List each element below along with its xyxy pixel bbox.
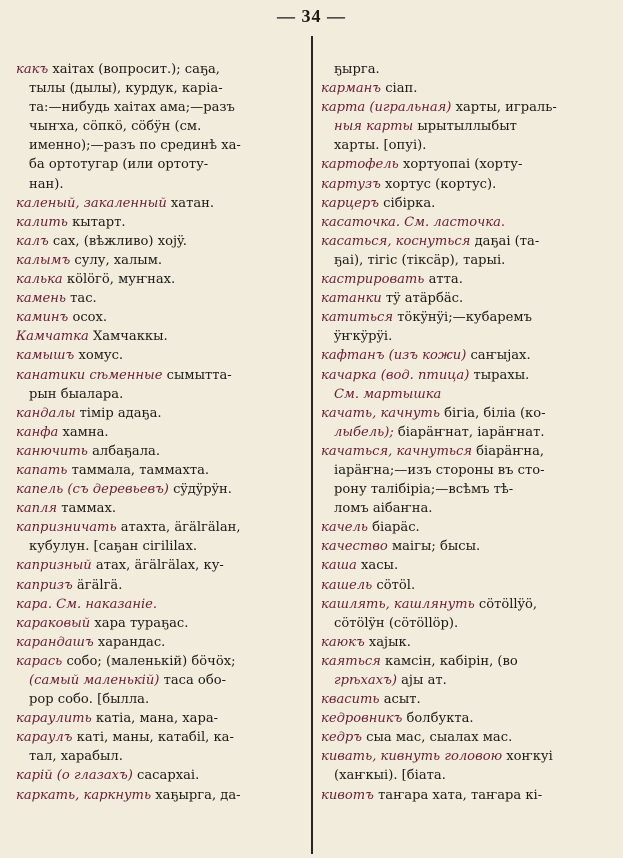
translation: катіа, мана, хара- [91, 711, 219, 727]
dictionary-line [16, 327, 308, 346]
translation: хоҥкуі [502, 749, 553, 765]
dictionary-line [321, 786, 615, 805]
translation: каті, маны, катабіl, ка- [72, 730, 234, 746]
dictionary-line [321, 308, 615, 327]
translation: собо; (маленькій) бöчöх; [62, 653, 236, 669]
dictionary-line [321, 442, 615, 461]
headword: кафтанъ (изъ кожи) [321, 348, 467, 364]
dictionary-line [321, 366, 615, 385]
headword: карта (игральная) [321, 100, 452, 116]
headword: калить [16, 214, 68, 230]
translation: іарäҥна;—изъ стороны въ сто- [334, 462, 545, 478]
headword: (самый маленькій) [29, 673, 160, 688]
headword: капризъ [16, 577, 73, 593]
dictionary-line [16, 366, 308, 385]
dictionary-line [16, 423, 308, 442]
translation: харты, играль- [451, 100, 557, 116]
dictionary-line [321, 614, 615, 633]
translation: камсін, кабірін, (во [380, 653, 518, 669]
headword: караулить [16, 711, 92, 727]
headword: кастрировать [321, 272, 425, 288]
dictionary-line [16, 251, 308, 270]
headword: катанки [321, 291, 382, 307]
headword: каяться [321, 653, 381, 669]
translation: чыҥха, сöпкö, сöбÿн (см. [29, 119, 202, 135]
translation: рону талібіріа;—всѣмъ тѣ- [334, 482, 514, 498]
translation: асыт. [379, 692, 421, 708]
headword: канючить [16, 443, 88, 459]
headword: лыбель); [334, 424, 394, 440]
translation: хортуопаі (хорту- [398, 157, 523, 173]
translation: сібірка. [379, 195, 436, 211]
headword: касаточка. См. ласточка. [321, 214, 506, 230]
translation: рор собо. [былла. [29, 692, 150, 708]
translation: тімір адаҕа. [75, 405, 162, 421]
dictionary-line [16, 671, 308, 690]
translation: кölöгö, муҥнах. [62, 272, 176, 288]
translation: аjы ат. [396, 673, 447, 688]
dictionary-line [321, 709, 615, 728]
translation: тал, харабыл. [29, 749, 123, 765]
translation: сöтöl. [372, 577, 416, 593]
translation: біарäҥнат, іарäҥнат. [393, 424, 545, 440]
translation: тöкÿнÿі;—кубаремъ [393, 310, 532, 326]
headword: карась [16, 653, 63, 669]
translation: даҕаі (та- [470, 233, 540, 249]
translation: тÿ атäрбäс. [381, 291, 464, 307]
dictionary-line [321, 537, 615, 556]
translation: таммах. [57, 501, 117, 517]
translation: ба ортотугар (или ортоту- [29, 157, 209, 173]
headword: караковый [16, 615, 91, 631]
dictionary-line [321, 270, 615, 289]
headword: кивотъ [321, 787, 374, 803]
translation: сымытта- [162, 367, 232, 383]
headword: квасить [321, 692, 380, 708]
headword: капризничать [16, 520, 117, 536]
dictionary-line [321, 327, 615, 346]
dictionary-line [16, 576, 308, 595]
headword: кедровникъ [321, 711, 403, 727]
dictionary-line [321, 576, 615, 595]
dictionary-line [321, 480, 615, 499]
dictionary-line [16, 79, 308, 98]
headword: качество [321, 539, 388, 555]
translation: сулу, халым. [70, 252, 163, 268]
translation: сасархаі. [132, 768, 200, 784]
dictionary-line [321, 671, 615, 690]
headword: калымъ [16, 252, 71, 268]
dictionary-line [321, 60, 615, 79]
translation: нан). [29, 176, 64, 192]
dictionary-line [321, 385, 615, 404]
headword: капать [16, 462, 68, 478]
translation: хатан. [166, 195, 215, 211]
translation: Хамчаккы. [88, 329, 168, 345]
headword: качель [321, 520, 368, 536]
translation: кытарт. [67, 214, 126, 230]
dictionary-line [321, 289, 615, 308]
dictionary-line [16, 537, 308, 556]
translation: тас. [65, 291, 97, 307]
headword: кашлять, кашлянуть [321, 596, 475, 612]
translation: бігіа, біліа (ко- [439, 405, 546, 421]
headword: канфа [16, 424, 59, 440]
dictionary-line [321, 499, 615, 518]
headword: капель (съ деревьевъ) [16, 482, 169, 498]
headword: картузъ [321, 176, 381, 192]
headword: кандалы [16, 405, 76, 421]
translation: сыа мас, сыалах мас. [361, 730, 513, 746]
dictionary-line [16, 98, 308, 117]
dictionary-line [321, 747, 615, 766]
translation: харты. [опуі). [334, 138, 427, 154]
translation: сöтöllÿö, [474, 596, 538, 612]
dictionary-line [321, 461, 615, 480]
translation: харандас. [93, 634, 166, 650]
translation: саҥыjах. [466, 348, 531, 364]
dictionary-line [16, 117, 308, 136]
dictionary-line [16, 175, 308, 194]
translation: хаjык. [364, 634, 411, 650]
translation: атта. [424, 272, 463, 288]
dictionary-line [16, 652, 308, 671]
headword: каюкъ [321, 634, 365, 650]
headword: карцеръ [321, 195, 380, 211]
dictionary-line [16, 442, 308, 461]
headword: камень [16, 291, 66, 307]
headword: кедръ [321, 730, 362, 746]
translation: тылы (дылы), курдук, каріа- [29, 81, 223, 97]
dictionary-line [321, 136, 615, 155]
dictionary-line [16, 709, 308, 728]
dictionary-line [321, 194, 615, 213]
dictionary-line [321, 652, 615, 671]
translation: сах, (вѣжливо) хоjÿ. [48, 233, 187, 249]
dictionary-line [321, 728, 615, 747]
dictionary-line [16, 556, 308, 575]
translation: именно);—разъ по срединѣ ха- [29, 138, 241, 154]
dictionary-line [321, 690, 615, 709]
dictionary-line [16, 766, 308, 785]
headword: картофель [321, 157, 399, 173]
dictionary-line [16, 60, 308, 79]
headword: См. мартышка [334, 386, 442, 402]
dictionary-line [16, 194, 308, 213]
headword: кивать, кивнуть головою [321, 749, 503, 765]
translation: болбукта. [402, 711, 474, 727]
dictionary-line [16, 518, 308, 537]
headword: Камчатка [16, 329, 89, 345]
headword: капля [16, 501, 58, 517]
translation: хаҕырга, да- [151, 787, 241, 803]
headword: каркать, каркнуть [16, 787, 152, 803]
right-column [321, 60, 615, 805]
translation: тырахы. [469, 367, 530, 383]
translation: атахта, äгälгälан, [116, 520, 241, 536]
translation: хасы. [356, 558, 399, 574]
dictionary-line [16, 270, 308, 289]
dictionary-line [16, 289, 308, 308]
translation: маігы; бысы. [387, 539, 481, 555]
dictionary-line [16, 136, 308, 155]
dictionary-line [16, 461, 308, 480]
dictionary-line [321, 595, 615, 614]
dictionary-line [321, 213, 615, 232]
headword: катиться [321, 310, 394, 326]
dictionary-line [16, 385, 308, 404]
dictionary-line [16, 728, 308, 747]
dictionary-line [16, 786, 308, 805]
translation: та:—нибудь хаітах ама;—разъ [29, 100, 235, 116]
headword: капризный [16, 558, 92, 574]
translation: ырытыллыбыт [413, 119, 517, 135]
dictionary-line [321, 79, 615, 98]
headword: караулъ [16, 730, 73, 746]
column-divider [311, 36, 313, 854]
dictionary-line [16, 155, 308, 174]
translation: сÿдÿрÿн. [168, 482, 232, 498]
headword: какъ [16, 62, 49, 77]
translation: хара тураҕас. [90, 615, 189, 631]
headword: канатики сѣменные [16, 367, 163, 383]
page-number: — 34 — [277, 6, 346, 26]
dictionary-line [321, 175, 615, 194]
dictionary-line [321, 232, 615, 251]
headword: калька [16, 272, 63, 288]
headword: каша [321, 558, 357, 574]
dictionary-line [16, 480, 308, 499]
translation: (хаҥкыі). [біата. [334, 768, 446, 784]
translation: хамна. [58, 424, 109, 440]
translation: äгälгä. [72, 577, 123, 593]
translation: ломъ аібаҥна. [334, 501, 433, 517]
headword: каминъ [16, 310, 69, 326]
headword: карій (о глазахъ) [16, 768, 133, 784]
translation: біарäс. [368, 520, 420, 536]
translation: кубулун. [саҕан сігіlilах. [29, 539, 198, 555]
dictionary-line [321, 251, 615, 270]
translation: албаҕала. [87, 443, 161, 459]
dictionary-line [16, 232, 308, 251]
dictionary-line [321, 117, 615, 136]
dictionary-line [321, 556, 615, 575]
dictionary-line [16, 346, 308, 365]
dictionary-line [16, 595, 308, 614]
translation: ÿҥкÿрÿі. [334, 329, 393, 345]
translation: хортус (кортус). [380, 176, 497, 192]
headword: каленый, закаленный [16, 195, 167, 211]
translation: ҕырга. [334, 62, 380, 77]
translation: сіап. [381, 81, 418, 97]
headword: качаться, качнуться [321, 443, 472, 459]
headword: касаться, коснуться [321, 233, 471, 249]
dictionary-line [321, 766, 615, 785]
dictionary-line [16, 213, 308, 232]
translation: таҥара хата, таҥара кі- [373, 787, 543, 803]
dictionary-line [321, 98, 615, 117]
dictionary-line [321, 404, 615, 423]
dictionary-line [321, 633, 615, 652]
translation: осох. [68, 310, 108, 326]
translation: таммала, таммахта. [67, 462, 210, 478]
headword: калъ [16, 233, 49, 249]
translation: біарäҥна, [472, 443, 545, 459]
dictionary-line [16, 614, 308, 633]
headword: качарка (вод. птица) [321, 367, 470, 383]
dictionary-line [16, 633, 308, 652]
dictionary-line [16, 404, 308, 423]
left-column [16, 60, 308, 805]
dictionary-line [321, 518, 615, 537]
headword: качать, качнуть [321, 405, 440, 421]
translation: атах, äгälгälах, ку- [91, 558, 224, 574]
dictionary-line [16, 690, 308, 709]
headword: карманъ [321, 81, 382, 97]
dictionary-line [321, 423, 615, 442]
translation: хаітах (вопросит.); саҕа, [48, 62, 220, 77]
dictionary-line [321, 155, 615, 174]
dictionary-line [16, 308, 308, 327]
translation: таса обо- [159, 673, 227, 688]
headword: грѣхахъ) [334, 673, 397, 688]
headword: карандашъ [16, 634, 94, 650]
headword: кашель [321, 577, 373, 593]
translation: хомус. [74, 348, 124, 364]
translation: ҕаі), тігіс (тіксäр), тарыі. [334, 252, 506, 268]
dictionary-line [16, 747, 308, 766]
dictionary-line [16, 499, 308, 518]
headword: ныя карты [334, 119, 414, 135]
dictionary-line [321, 346, 615, 365]
translation: сöтölÿн (сöтöllöр). [334, 615, 459, 631]
headword: камышъ [16, 348, 75, 364]
headword: кара. См. наказаніе. [16, 596, 158, 612]
translation: рын быалара. [29, 386, 124, 402]
